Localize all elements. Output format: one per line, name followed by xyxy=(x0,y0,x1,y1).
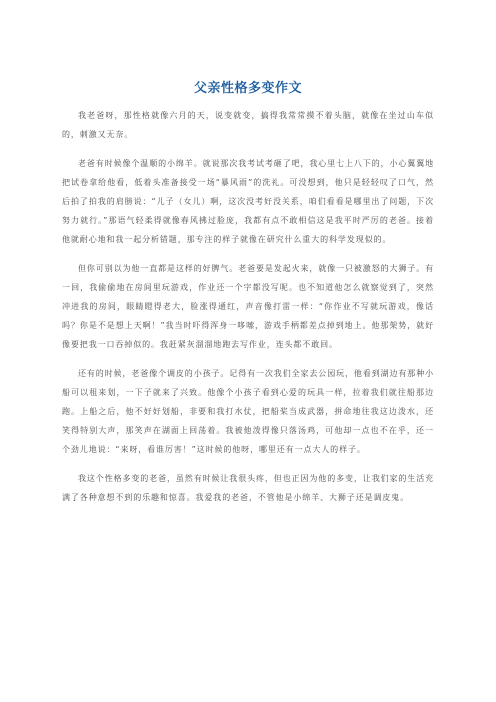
paragraph-1: 我老爸呀，那性格就像六月的天，说变就变，搞得我常常摸不着头脑，就像在坐过山车似的，刺激又无奈。 xyxy=(62,111,434,139)
paragraph-3: 但你可别以为他一直都是这样的好脾气。老爸要是发起火来，就像一只被激怒的大狮子。有一回，我偷偷地在房间里玩游戏，作业还一个字都没写呢。也不知道他怎么就察觉到了，突然冲进我的房间，眼睛瞪得老大，脸涨得通红，声音像打雷一样：“你作业不写就玩游戏，像话吗？你是不是想上天啊！”我当时吓得浑身一哆嗦，游戏手柄都差点掉到地上。他那架势，就好像要把我一口吞掉似的。我赶紧灰溜溜地跑去写作业，连头都不敢回。 xyxy=(62,264,434,349)
paragraph-4: 还有的时候，老爸像个调皮的小孩子。记得有一次我们全家去公园玩，他看到湖边有那种小船可以租来划，一下子就来了兴致。他像个小孩子看到心爱的玩具一样，拉着我们就往船那边跑。上船之后，他不好好划船，非要和我打水仗，把船桨当成武器，拼命地往我这边泼水，还笑得特别大声，那笑声在湖面上回荡着。我被他泼得像只落汤鸡，可他却一点也不在乎，还一个劲儿地说：“来呀，看谁厉害！”这时候的他呀，哪里还有一点大人的样子。 xyxy=(62,369,434,454)
paragraph-2: 老爸有时候像个温顺的小绵羊。就说那次我考试考砸了吧，我心里七上八下的，小心翼翼地把试卷拿给他看，低着头准备接受一场“暴风雨”的洗礼。可没想到，他只是轻轻叹了口气，然后拍了拍我的肩膀说：“儿子（女儿）啊，这次没考好没关系，咱们看看是哪里出了问题，下次努力就行。”那语气轻柔得就像春风拂过脸庞，我都有点不敢相信这是我平时严厉的老爸。接着他就耐心地和我一起分析错题，那专注的样子就像在研究什么重大的科学发现似的。 xyxy=(62,159,434,244)
paragraph-5: 我这个性格多变的老爸，虽然有时候让我很头疼，但也正因为他的多变，让我们家的生活充满了各种意想不到的乐趣和惊喜。我爱我的老爸，不管他是小绵羊、大狮子还是调皮鬼。 xyxy=(62,474,434,502)
document-title: 父亲性格多变作文 xyxy=(193,81,302,96)
